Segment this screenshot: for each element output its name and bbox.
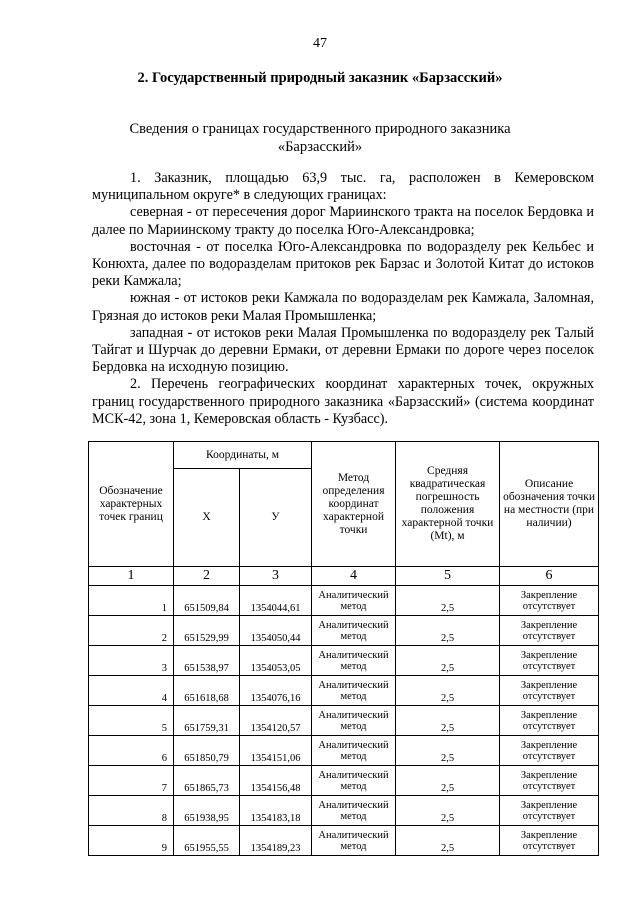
section-subheading: Сведения о границах государственного природного заказника «Барзасский» — [129, 121, 511, 155]
cell-y: 1354156,48 — [240, 766, 312, 796]
cell-error: 2,5 — [396, 736, 500, 766]
cell-y: 1354076,16 — [240, 676, 312, 706]
cell-method: Аналитический метод — [312, 736, 396, 766]
cell-error: 2,5 — [396, 586, 500, 616]
cell-method: Аналитический метод — [312, 826, 396, 856]
cell-error: 2,5 — [396, 616, 500, 646]
cell-error: 2,5 — [396, 826, 500, 856]
header-y: У — [240, 469, 312, 567]
index-cell: 4 — [312, 567, 396, 586]
table-row — [89, 796, 599, 826]
table-row — [89, 676, 599, 706]
cell-method: Аналитический метод — [312, 706, 396, 736]
cell-point: 9 — [89, 826, 174, 856]
cell-description: Закрепление отсутствует — [500, 826, 599, 856]
cell-x: 651955,55 — [174, 826, 240, 856]
cell-error: 2,5 — [396, 676, 500, 706]
cell-description: Закрепление отсутствует — [500, 586, 599, 616]
cell-description: Закрепление отсутствует — [500, 646, 599, 676]
table-row — [89, 766, 599, 796]
cell-method: Аналитический метод — [312, 616, 396, 646]
cell-point: 5 — [89, 706, 174, 736]
table-row — [89, 646, 599, 676]
cell-x: 651618,68 — [174, 676, 240, 706]
header-error — [396, 442, 500, 567]
index-cell: 1 — [89, 567, 174, 586]
table-row — [89, 616, 599, 646]
cell-y: 1354044,61 — [240, 586, 312, 616]
cell-method: Аналитический метод — [312, 646, 396, 676]
table-index-row — [89, 567, 599, 586]
table-header-row — [89, 442, 599, 469]
header-error-unit: (Mt), м — [430, 530, 465, 542]
cell-x: 651759,31 — [174, 706, 240, 736]
cell-description: Закрепление отсутствует — [500, 766, 599, 796]
cell-point: 7 — [89, 766, 174, 796]
cell-x: 651938,95 — [174, 796, 240, 826]
cell-y: 1354183,18 — [240, 796, 312, 826]
cell-y: 1354120,57 — [240, 706, 312, 736]
index-cell: 6 — [500, 567, 599, 586]
cell-x: 651538,97 — [174, 646, 240, 676]
header-error-text: Средняя квадратическая погрешность положения характерной точки — [401, 465, 494, 529]
header-description: Описание обозначения точки на местности (при наличии) — [500, 442, 599, 567]
paragraph-west-border: западная - от истоков реки Малая Промышленка по водоразделу рек Талый Тайгат и Шурчак до деревни Ермаки, от деревни Ермаки по дороге через поселок Бердовка на исходную позицию. — [92, 324, 594, 376]
cell-x: 651865,73 — [174, 766, 240, 796]
paragraph-north-border: северная - от пересечения дорог Мариинского тракта на поселок Бердовка и далее по Мариинскому тракту до поселка Юго-Александровка; — [92, 204, 594, 238]
index-cell: 2 — [174, 567, 240, 586]
cell-description: Закрепление отсутствует — [500, 676, 599, 706]
table-row — [89, 736, 599, 766]
cell-description: Закрепление отсутствует — [500, 616, 599, 646]
cell-error: 2,5 — [396, 766, 500, 796]
cell-point: 6 — [89, 736, 174, 766]
header-point: Обозначение характерных точек границ — [89, 442, 174, 567]
cell-method: Аналитический метод — [312, 766, 396, 796]
cell-point: 3 — [89, 646, 174, 676]
cell-y: 1354189,23 — [240, 826, 312, 856]
section-heading: 2. Государственный природный заказник «Барзасский» — [137, 70, 503, 86]
cell-method: Аналитический метод — [312, 796, 396, 826]
paragraph-east-border: восточная - от поселка Юго-Александровка по водоразделу рек Кельбес и Конюхта, далее по водоразделам притоков рек Барзас и Золотой Китат до истоков реки Камжала; — [92, 238, 594, 290]
cell-point: 8 — [89, 796, 174, 826]
paragraph-south-border: южная - от истоков реки Камжала по водоразделам рек Камжала, Заломная, Грязная до истоков реки Малая Промышленка; — [92, 290, 594, 324]
index-cell: 3 — [240, 567, 312, 586]
cell-point: 1 — [89, 586, 174, 616]
cell-description: Закрепление отсутствует — [500, 736, 599, 766]
table-row — [89, 826, 599, 856]
cell-point: 2 — [89, 616, 174, 646]
table-row — [89, 586, 599, 616]
paragraph-coordinates-list: 2. Перечень географических координат характерных точек, окружных границ государственного природного заказника «Барзасский» (система координат МСК-42, зона 1, Кемеровская область - Кузбасс). — [92, 376, 594, 427]
header-x: Х — [174, 469, 240, 567]
paragraph-area: 1. Заказник, площадью 63,9 тыс. га, расположен в Кемеровском муниципальном округе* в следующих границах: — [92, 170, 594, 204]
cell-x: 651529,99 — [174, 616, 240, 646]
table-row — [89, 706, 599, 736]
cell-method: Аналитический метод — [312, 586, 396, 616]
cell-description: Закрепление отсутствует — [500, 706, 599, 736]
cell-y: 1354151,06 — [240, 736, 312, 766]
cell-point: 4 — [89, 676, 174, 706]
cell-error: 2,5 — [396, 796, 500, 826]
body-text — [92, 170, 594, 428]
header-coords: Координаты, м — [174, 442, 312, 469]
cell-x: 651509,84 — [174, 586, 240, 616]
index-cell: 5 — [396, 567, 500, 586]
cell-description: Закрепление отсутствует — [500, 796, 599, 826]
cell-y: 1354050,44 — [240, 616, 312, 646]
coordinates-table — [88, 441, 599, 856]
cell-x: 651850,79 — [174, 736, 240, 766]
cell-y: 1354053,05 — [240, 646, 312, 676]
cell-method: Аналитический метод — [312, 676, 396, 706]
page-number: 47 — [313, 36, 327, 51]
header-method: Метод определения координат характерной точки — [312, 442, 396, 567]
cell-error: 2,5 — [396, 706, 500, 736]
cell-error: 2,5 — [396, 646, 500, 676]
